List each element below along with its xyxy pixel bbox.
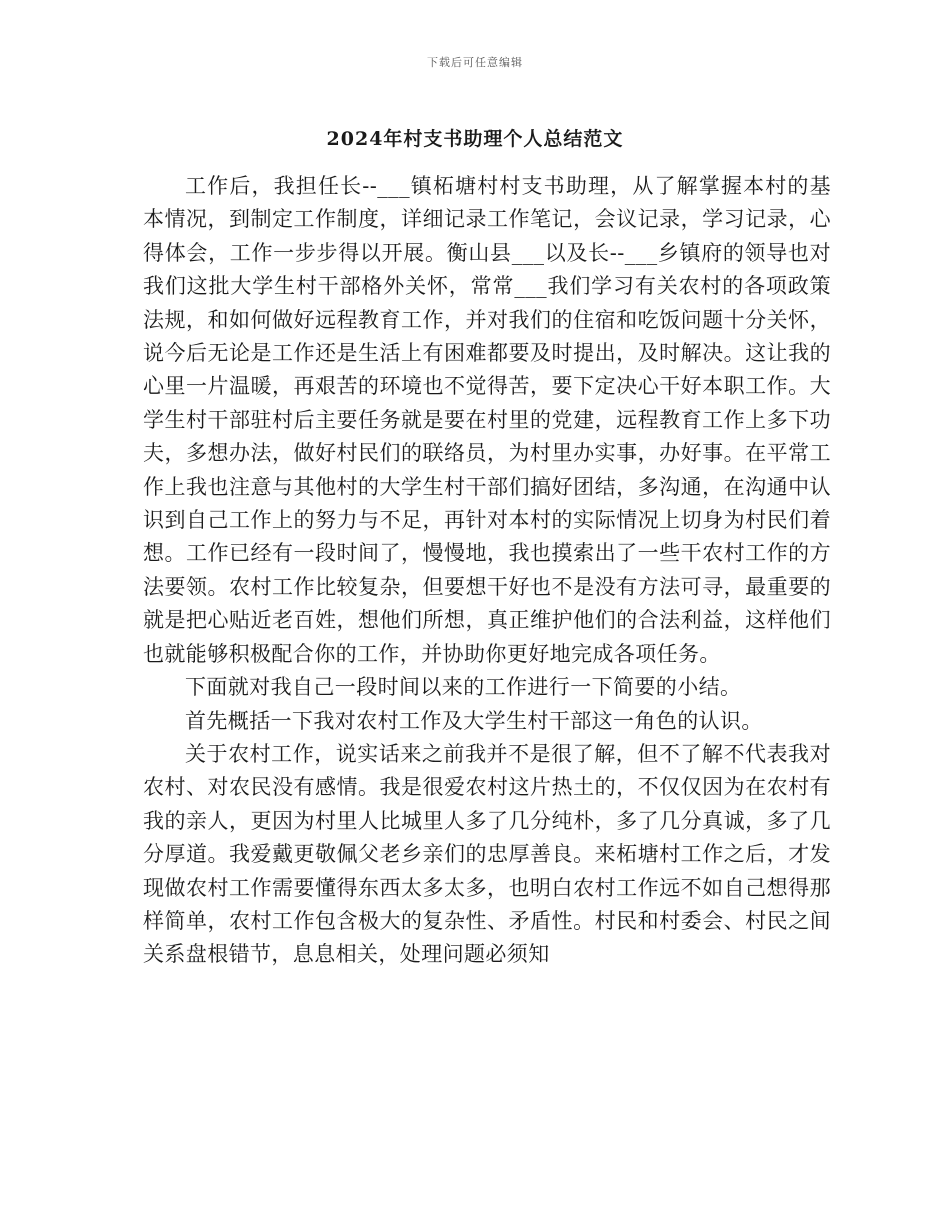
page-header-note: 下载后可任意编辑 bbox=[427, 56, 523, 69]
paragraph-role-recognition: 首先概括一下我对农村工作及大学生村干部这一角色的认识。 bbox=[185, 708, 763, 733]
paragraph-summary-intro: 下面就对我自己一段时间以来的工作进行一下简要的小结。 bbox=[185, 675, 742, 700]
paragraph-work-overview: 工作后，我担任长--___镇柘塘村村支书助理，从了解掌握本村的基本情况，到制定工作制度，详细记录工作笔记，会议记录，学习记录，心得体会，工作一步步得以开展。衡山县___以及长--___乡镇府的领导也对我们这批大学生村干部格外关怀，常常___我们学习有关农村的各项政策法规，和如何做好远程教育工作，并对我们的住宿和吃饭问题十分关怀，说今后无论是工作还是生活上有困难都要及时提出，及时解决。这让我的心里一片温暖，再艰苦的环境也不觉得苦，要下定决心干好本职工作。大学生村干部驻村后主要任务就是要在村里的党建，远程教育工作上多下功夫，多想办法，做好村民们的联络员，为村里办实事，办好事。在平常工作上我也注意与其他村的大学生村干部们搞好团结，多沟通，在沟通中认识到自己工作上的努力与不足，再针对本村的实际情况上切身为村民们着想。工作已经有一段时间了，慢慢地，我也摸索出了一些干农村工作的方法要领。农村工作比较复杂，但要想干好也不是没有方法可寻，最重要的就是把心贴近老百姓，想他们所想，真正维护他们的合法利益，这样他们也就能够积极配合你的工作，并协助你更好地完成各项任务。 bbox=[143, 174, 831, 666]
document-title: 2024年村支书助理个人总结范文 bbox=[326, 128, 624, 150]
document-body bbox=[143, 170, 831, 972]
paragraph-rural-work: 关于农村工作，说实话来之前我并不是很了解，但不了解不代表我对农村、对农民没有感情。我是很爱农村这片热土的，不仅仅因为在农村有我的亲人，更因为村里人比城里人多了几分纯朴，多了几分真诚，多了几分厚道。我爱戴更敬佩父老乡亲们的忠厚善良。来柘塘村工作之后，才发现做农村工作需要懂得东西太多太多，也明白农村工作远不如自己想得那样简单，农村工作包含极大的复杂性、矛盾性。村民和村委会、村民之间关系盘根错节，息息相关，处理问题必须知 bbox=[143, 741, 831, 967]
